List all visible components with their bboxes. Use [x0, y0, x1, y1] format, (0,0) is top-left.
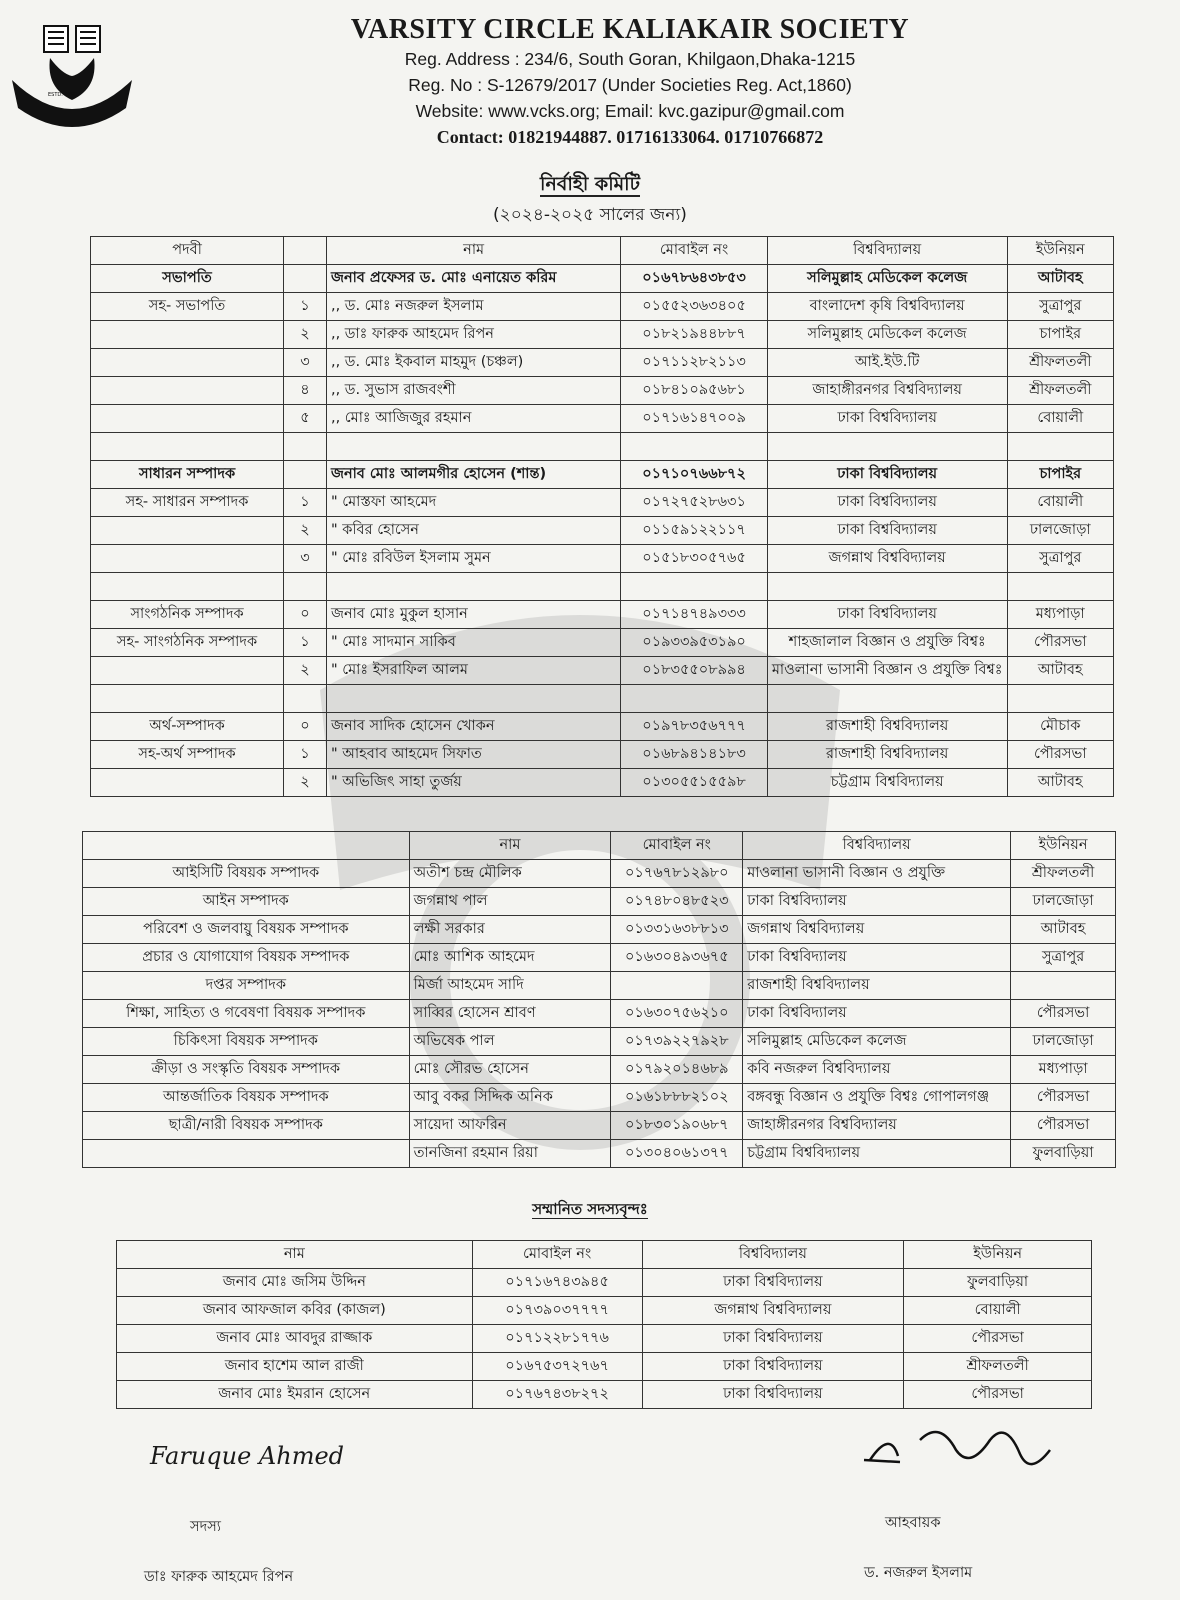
table-cell: ঢাকা বিশ্ববিদ্যালয়	[767, 517, 1007, 545]
table-cell: সায়েদা আফরিন	[409, 1112, 611, 1140]
left-signature: Faruque Ahmed	[150, 1442, 345, 1470]
column-header	[284, 237, 327, 265]
table-cell: শ্রীফলতলী	[1007, 349, 1113, 377]
table-cell: বাংলাদেশ কৃষি বিশ্ববিদ্যালয়	[767, 293, 1007, 321]
table-cell: ০১৭৩৯০৩৭৭৭৭	[472, 1297, 642, 1325]
table-cell: সলিমুল্লাহ মেডিকেল কলেজ	[743, 1028, 1011, 1056]
table-cell: ০১৮২১৯৪৪৮৮৭	[621, 321, 768, 349]
table-cell: শ্রীফলতলী	[1011, 860, 1116, 888]
table-cell: " অভিজিৎ সাহা তুর্জয়	[326, 769, 620, 797]
table-cell: জনাব হাশেম আল রাজী	[117, 1353, 473, 1381]
table-cell: সাব্বির হোসেন শ্রাবণ	[409, 1000, 611, 1028]
table-cell: রাজশাহী বিশ্ববিদ্যালয়	[767, 713, 1007, 741]
table-cell: জাহাঙ্গীরনগর বিশ্ববিদ্যালয়	[767, 377, 1007, 405]
table-cell: ০১৭১২২৮১৭৭৬	[472, 1325, 642, 1353]
table-row	[83, 1056, 1116, 1084]
table-cell: জনাব মোঃ মুকুল হাসান	[326, 601, 620, 629]
table-row	[117, 1269, 1092, 1297]
table-cell: ঢালজোড়া	[1011, 1028, 1116, 1056]
table-row	[83, 1112, 1116, 1140]
table-cell: চিকিৎসা বিষয়ক সম্পাদক	[83, 1028, 410, 1056]
page-title	[0, 170, 1180, 202]
table-cell: ০১৭২৭৫২৮৬৩১	[621, 489, 768, 517]
organization-header	[300, 14, 960, 150]
table-cell: আবু বকর সিদ্দিক অনিক	[409, 1084, 611, 1112]
table-cell: ০১৬৮৯৪১৪১৮৩	[621, 741, 768, 769]
table-cell	[767, 685, 1007, 713]
table-cell: ০১১৫৯১২২১১৭	[621, 517, 768, 545]
table-cell	[91, 685, 284, 713]
table-cell: পৌরসভা	[1011, 1084, 1116, 1112]
column-header: নাম	[409, 832, 611, 860]
right-name: ড. নজরুল ইসলাম	[864, 1565, 973, 1581]
table-cell: ১	[284, 741, 327, 769]
table-cell: জনাব প্রফেসর ড. মোঃ এনায়েত করিম	[326, 265, 620, 293]
table-cell: জনাব মোঃ আলমগীর হোসেন (শান্ত)	[326, 461, 620, 489]
table-cell: লক্ষী সরকার	[409, 916, 611, 944]
table-cell: সলিমুল্লাহ মেডিকেল কলেজ	[767, 321, 1007, 349]
table-cell	[91, 545, 284, 573]
column-header: বিশ্ববিদ্যালয়	[743, 832, 1011, 860]
table-cell: সাংগঠনিক সম্পাদক	[91, 601, 284, 629]
table-cell: জাহাঙ্গীরনগর বিশ্ববিদ্যালয়	[743, 1112, 1011, 1140]
table-cell: ০১৫৫২৩৬৩৪০৫	[621, 293, 768, 321]
table-cell: চাপাইর	[1007, 321, 1113, 349]
table-cell: ১	[284, 629, 327, 657]
table-row	[91, 629, 1114, 657]
table-cell: ০১৬৭৮৬৪৩৮৫৩	[621, 265, 768, 293]
table-cell: ক্রীড়া ও সংস্কৃতি বিষয়ক সম্পাদক	[83, 1056, 410, 1084]
table-cell: জনাব মোঃ ইমরান হোসেন	[117, 1381, 473, 1409]
table-cell: জনাব আফজাল কবির (কাজল)	[117, 1297, 473, 1325]
table-row	[91, 321, 1114, 349]
table-row	[117, 1297, 1092, 1325]
table-row	[91, 769, 1114, 797]
table-cell: পৌরসভা	[1011, 1000, 1116, 1028]
table-row	[91, 489, 1114, 517]
table-cell: ৫	[284, 405, 327, 433]
table-cell: ঢাকা বিশ্ববিদ্যালয়	[743, 944, 1011, 972]
table-cell: জনাব সাদিক হোসেন খোকন	[326, 713, 620, 741]
column-header: নাম	[117, 1241, 473, 1269]
table-cell: পৌরসভা	[1011, 1112, 1116, 1140]
table-cell: ০১৮৩০১৯০৬৮৭	[611, 1112, 743, 1140]
table-row	[91, 461, 1114, 489]
table-cell: ১	[284, 489, 327, 517]
table-row	[117, 1325, 1092, 1353]
table-header-row	[83, 832, 1116, 860]
honored-members-title	[0, 1198, 1180, 1223]
table-cell: আটাবহ	[1007, 265, 1113, 293]
table-cell: ০১৭১৪৭৪৯৩৩৩	[621, 601, 768, 629]
table-cell: ০১৭৯২০১৪৬৮৯	[611, 1056, 743, 1084]
table-cell: " মোঃ সাদমান সাকিব	[326, 629, 620, 657]
table-cell: জগন্নাথ বিশ্ববিদ্যালয়	[642, 1297, 904, 1325]
table-cell: ঢালজোড়া	[1007, 517, 1113, 545]
table-cell: ,, ড. মোঃ নজরুল ইসলাম	[326, 293, 620, 321]
table-cell: ঢাকা বিশ্ববিদ্যালয়	[642, 1353, 904, 1381]
table-cell: ,, ড. সুভাস রাজবংশী	[326, 377, 620, 405]
editors-table	[82, 831, 1116, 1168]
table-cell: আন্তর্জাতিক বিষয়ক সম্পাদক	[83, 1084, 410, 1112]
table-cell: চাপাইর	[1007, 461, 1113, 489]
table-cell: ০১৫১৮৩০৫৭৬৫	[621, 545, 768, 573]
table-cell: ০১৭৪৮০৪৮৫২৩	[611, 888, 743, 916]
column-header: পদবী	[91, 237, 284, 265]
table-cell	[1011, 972, 1116, 1000]
org-name: VARSITY CIRCLE KALIAKAIR SOCIETY	[350, 14, 910, 45]
table-row	[83, 1000, 1116, 1028]
table-cell: পৌরসভা	[904, 1325, 1092, 1353]
right-signature	[860, 1410, 1080, 1480]
table-row	[83, 972, 1116, 1000]
table-cell: চট্টগ্রাম বিশ্ববিদ্যালয়	[743, 1140, 1011, 1168]
table-cell	[284, 265, 327, 293]
table-cell: ঢাকা বিশ্ববিদ্যালয়	[642, 1269, 904, 1297]
table-cell	[284, 573, 327, 601]
left-name: ডাঃ ফারুক আহমেদ রিপন	[144, 1569, 294, 1585]
table-cell: ঢাকা বিশ্ববিদ্যালয়	[767, 405, 1007, 433]
table-cell: শ্রীফলতলী	[1007, 377, 1113, 405]
table-cell: জনাব মোঃ আবদুর রাজ্জাক	[117, 1325, 473, 1353]
table-cell: ০১৭১৬১৪৭০০৯	[621, 405, 768, 433]
right-role: আহবায়ক	[885, 1515, 941, 1531]
table-row	[117, 1353, 1092, 1381]
logo-estd: ESTD. 1990	[48, 92, 78, 98]
table-cell: ,, ডাঃ ফারুক আহমেদ রিপন	[326, 321, 620, 349]
table-cell: জনাব মোঃ জসিম উদ্দিন	[117, 1269, 473, 1297]
table-cell: সুত্রাপুর	[1007, 293, 1113, 321]
column-header: মোবাইল নং	[472, 1241, 642, 1269]
table-row	[91, 713, 1114, 741]
table-cell: ঢাকা বিশ্ববিদ্যালয়	[767, 489, 1007, 517]
table-row	[91, 741, 1114, 769]
table-cell: মোঃ সৌরভ হোসেন	[409, 1056, 611, 1084]
table-row	[117, 1381, 1092, 1409]
table-row	[91, 377, 1114, 405]
table-cell: ৪	[284, 377, 327, 405]
table-cell: ০১৭১৬৭৪৩৯৪৫	[472, 1269, 642, 1297]
table-row	[91, 405, 1114, 433]
table-cell: ০১৭৩৯২২৭৯২৮	[611, 1028, 743, 1056]
table-cell: ০১৩০৫৫১৫৫৯৮	[621, 769, 768, 797]
table-cell: ০১৮৪১০৯৫৬৮১	[621, 377, 768, 405]
table-cell	[621, 433, 768, 461]
table-cell: ০১৭৬৭৮১২৯৮০	[611, 860, 743, 888]
table-cell: সভাপতি	[91, 265, 284, 293]
table-cell: ৩	[284, 545, 327, 573]
table-cell: ঢাকা বিশ্ববিদ্যালয়	[743, 888, 1011, 916]
table-cell: পৌরসভা	[904, 1381, 1092, 1409]
table-cell: ০১৬১৮৮৮২১০২	[611, 1084, 743, 1112]
table-cell: ০১৭৬৭৪৩৮২৭২	[472, 1381, 642, 1409]
table-cell	[91, 517, 284, 545]
table-row	[83, 888, 1116, 916]
table-cell	[284, 461, 327, 489]
table-cell: ফুলবাড়িয়া	[1011, 1140, 1116, 1168]
table-cell: ০১৬৭৫৩৭২৭৬৭	[472, 1353, 642, 1381]
table-cell: ০১৩০৪০৬১৩৭৭	[611, 1140, 743, 1168]
table-cell: অভিষেক পাল	[409, 1028, 611, 1056]
column-header: মোবাইল নং	[611, 832, 743, 860]
table-cell: ০১৩৩১৬৩৮৮১৩	[611, 916, 743, 944]
table-cell: সুত্রাপুর	[1007, 545, 1113, 573]
column-header: ইউনিয়ন	[904, 1241, 1092, 1269]
table-row	[91, 657, 1114, 685]
table-cell: আটাবহ	[1007, 657, 1113, 685]
website-email: Website: www.vcks.org; Email: kvc.gazipur@gmail.com	[415, 101, 845, 121]
table-cell: সলিমুল্লাহ মেডিকেল কলেজ	[767, 265, 1007, 293]
table-cell: সাধারন সম্পাদক	[91, 461, 284, 489]
table-row	[83, 860, 1116, 888]
column-header	[83, 832, 410, 860]
table-cell: ঢাকা বিশ্ববিদ্যালয়	[642, 1325, 904, 1353]
table-cell	[91, 573, 284, 601]
table-row	[91, 517, 1114, 545]
table-cell: ঢাকা বিশ্ববিদ্যালয়	[767, 461, 1007, 489]
table-cell: ০১৬৩০৭৫৬২১০	[611, 1000, 743, 1028]
table-cell: ০১৮৩৫৫০৮৯৯৪	[621, 657, 768, 685]
table-cell: " মোঃ ইসরাফিল আলম	[326, 657, 620, 685]
table-header-row	[117, 1241, 1092, 1269]
table-cell	[91, 321, 284, 349]
society-logo	[6, 18, 138, 128]
table-cell: মধ্যপাড়া	[1007, 601, 1113, 629]
table-header-row	[91, 237, 1114, 265]
table-cell: মির্জা আহমেদ সাদি	[409, 972, 611, 1000]
table-cell	[326, 433, 620, 461]
table-row	[91, 545, 1114, 573]
page-title-text: নির্বাহী কমিটি	[540, 173, 640, 195]
table-cell: সহ- সভাপতি	[91, 293, 284, 321]
table-cell: জগন্নাথ পাল	[409, 888, 611, 916]
table-cell	[767, 433, 1007, 461]
table-cell: প্রচার ও যোগাযোগ বিষয়ক সম্পাদক	[83, 944, 410, 972]
table-cell: ১	[284, 293, 327, 321]
table-cell	[767, 573, 1007, 601]
table-cell: সুত্রাপুর	[1011, 944, 1116, 972]
table-row	[83, 944, 1116, 972]
table-cell: বোয়ালী	[904, 1297, 1092, 1325]
table-cell: চট্টগ্রাম বিশ্ববিদ্যালয়	[767, 769, 1007, 797]
column-header: ইউনিয়ন	[1007, 237, 1113, 265]
table-cell: ০১৯৭৮৩৫৬৭৭৭	[621, 713, 768, 741]
honored-members-table	[116, 1240, 1092, 1409]
table-cell	[91, 769, 284, 797]
table-cell	[284, 433, 327, 461]
table-cell: " মোঃ রবিউল ইসলাম সুমন	[326, 545, 620, 573]
table-cell: ০	[284, 601, 327, 629]
table-cell: ,, ড. মোঃ ইকবাল মাহমুদ (চঞ্চল)	[326, 349, 620, 377]
table-row	[91, 265, 1114, 293]
contact-numbers: Contact: 01821944887. 01716133064. 01710766872	[436, 127, 824, 147]
reg-address: Reg. Address : 234/6, South Goran, Khilgaon,Dhaka-1215	[404, 49, 856, 69]
table-cell: মৌচাক	[1007, 713, 1113, 741]
table-cell: মোঃ আশিক আহমেদ	[409, 944, 611, 972]
table-cell: ,, মোঃ আজিজুর রহমান	[326, 405, 620, 433]
executive-committee-table	[90, 236, 1114, 797]
table-cell: ০১৬৩০৪৯৩৬৭৫	[611, 944, 743, 972]
table-cell	[91, 657, 284, 685]
table-cell: মধ্যপাড়া	[1011, 1056, 1116, 1084]
table-cell: শিক্ষা, সাহিত্য ও গবেষণা বিষয়ক সম্পাদক	[83, 1000, 410, 1028]
reg-number: Reg. No : S-12679/2017 (Under Societies Reg. Act,1860)	[408, 75, 852, 95]
table-cell	[611, 972, 743, 1000]
table-cell: কবি নজরুল বিশ্ববিদ্যালয়	[743, 1056, 1011, 1084]
table-cell: ০১৯৩৩৯৫৩১৯০	[621, 629, 768, 657]
table-cell: বোয়ালী	[1007, 489, 1113, 517]
table-cell	[326, 573, 620, 601]
table-cell: ২	[284, 517, 327, 545]
table-row	[83, 1140, 1116, 1168]
table-cell: ২	[284, 769, 327, 797]
table-cell: ২	[284, 657, 327, 685]
table-cell: শাহজালাল বিজ্ঞান ও প্রযুক্তি বিশ্বঃ	[767, 629, 1007, 657]
column-header: বিশ্ববিদ্যালয়	[642, 1241, 904, 1269]
table-cell: ০১৭১০৭৬৬৮৭২	[621, 461, 768, 489]
table-cell: বোয়ালী	[1007, 405, 1113, 433]
table-cell	[91, 405, 284, 433]
table-row	[91, 573, 1114, 601]
table-cell: সহ- সাধারন সম্পাদক	[91, 489, 284, 517]
table-cell: ফুলবাড়িয়া	[904, 1269, 1092, 1297]
left-role: সদস্য	[190, 1519, 221, 1535]
table-cell: ঢাকা বিশ্ববিদ্যালয়	[743, 1000, 1011, 1028]
table-cell	[83, 1140, 410, 1168]
table-cell	[91, 377, 284, 405]
table-cell: ০১৭১১২৮২১১৩	[621, 349, 768, 377]
table-cell	[1007, 573, 1113, 601]
table-cell: ছাত্রী/নারী বিষয়ক সম্পাদক	[83, 1112, 410, 1140]
table-cell	[1007, 433, 1113, 461]
table-cell: সহ-অর্থ সম্পাদক	[91, 741, 284, 769]
table-cell: তানজিনা রহমান রিয়া	[409, 1140, 611, 1168]
table-cell: শ্রীফলতলী	[904, 1353, 1092, 1381]
table-cell: " কবির হোসেন	[326, 517, 620, 545]
table-cell: " আহবাব আহমেদ সিফাত	[326, 741, 620, 769]
table-cell: ঢাকা বিশ্ববিদ্যালয়	[767, 601, 1007, 629]
table-row	[91, 685, 1114, 713]
table-cell: রাজশাহী বিশ্ববিদ্যালয়	[743, 972, 1011, 1000]
table-cell: ০	[284, 713, 327, 741]
table-cell: সহ- সাংগঠনিক সম্পাদক	[91, 629, 284, 657]
table-row	[91, 601, 1114, 629]
table-row	[91, 293, 1114, 321]
table-cell: আইন সম্পাদক	[83, 888, 410, 916]
table-cell: আই.ইউ.টি	[767, 349, 1007, 377]
table-cell	[91, 349, 284, 377]
table-cell: পৌরসভা	[1007, 629, 1113, 657]
table-row	[83, 916, 1116, 944]
table-cell: জগন্নাথ বিশ্ববিদ্যালয়	[743, 916, 1011, 944]
table-cell: অর্থ-সম্পাদক	[91, 713, 284, 741]
table-row	[83, 1084, 1116, 1112]
table-cell: ঢাকা বিশ্ববিদ্যালয়	[642, 1381, 904, 1409]
column-header: বিশ্ববিদ্যালয়	[767, 237, 1007, 265]
table-cell	[621, 573, 768, 601]
table-cell: মাওলানা ভাসানী বিজ্ঞান ও প্রযুক্তি বিশ্বঃ	[767, 657, 1007, 685]
table-cell: ঢালজোড়া	[1011, 888, 1116, 916]
table-cell: জগন্নাথ বিশ্ববিদ্যালয়	[767, 545, 1007, 573]
honored-members-title-text: সম্মানিত সদস্যবৃন্দঃ	[532, 1200, 648, 1218]
column-header: মোবাইল নং	[621, 237, 768, 265]
table-cell: আইসিটি বিষয়ক সম্পাদক	[83, 860, 410, 888]
table-cell: পরিবেশ ও জলবায়ু বিষয়ক সম্পাদক	[83, 916, 410, 944]
table-cell: পৌরসভা	[1007, 741, 1113, 769]
table-cell	[1007, 685, 1113, 713]
table-cell	[326, 685, 620, 713]
table-cell: ৩	[284, 349, 327, 377]
table-cell: বঙ্গবন্ধু বিজ্ঞান ও প্রযুক্তি বিশ্বঃ গোপালগঞ্জ	[743, 1084, 1011, 1112]
page-subtitle: (২০২৪-২০২৫ সালের জন্য)	[493, 205, 687, 225]
table-cell: অতীশ চন্দ্র মৌলিক	[409, 860, 611, 888]
table-cell: " মোস্তফা আহমেদ	[326, 489, 620, 517]
table-cell: মাওলানা ভাসানী বিজ্ঞান ও প্রযুক্তি	[743, 860, 1011, 888]
table-cell: দপ্তর সম্পাদক	[83, 972, 410, 1000]
table-cell	[621, 685, 768, 713]
table-cell	[91, 433, 284, 461]
table-cell: আটাবহ	[1011, 916, 1116, 944]
table-cell: রাজশাহী বিশ্ববিদ্যালয়	[767, 741, 1007, 769]
table-cell: আটাবহ	[1007, 769, 1113, 797]
column-header: নাম	[326, 237, 620, 265]
table-row	[91, 349, 1114, 377]
table-cell	[284, 685, 327, 713]
column-header: ইউনিয়ন	[1011, 832, 1116, 860]
table-row	[83, 1028, 1116, 1056]
table-cell: ২	[284, 321, 327, 349]
table-row	[91, 433, 1114, 461]
